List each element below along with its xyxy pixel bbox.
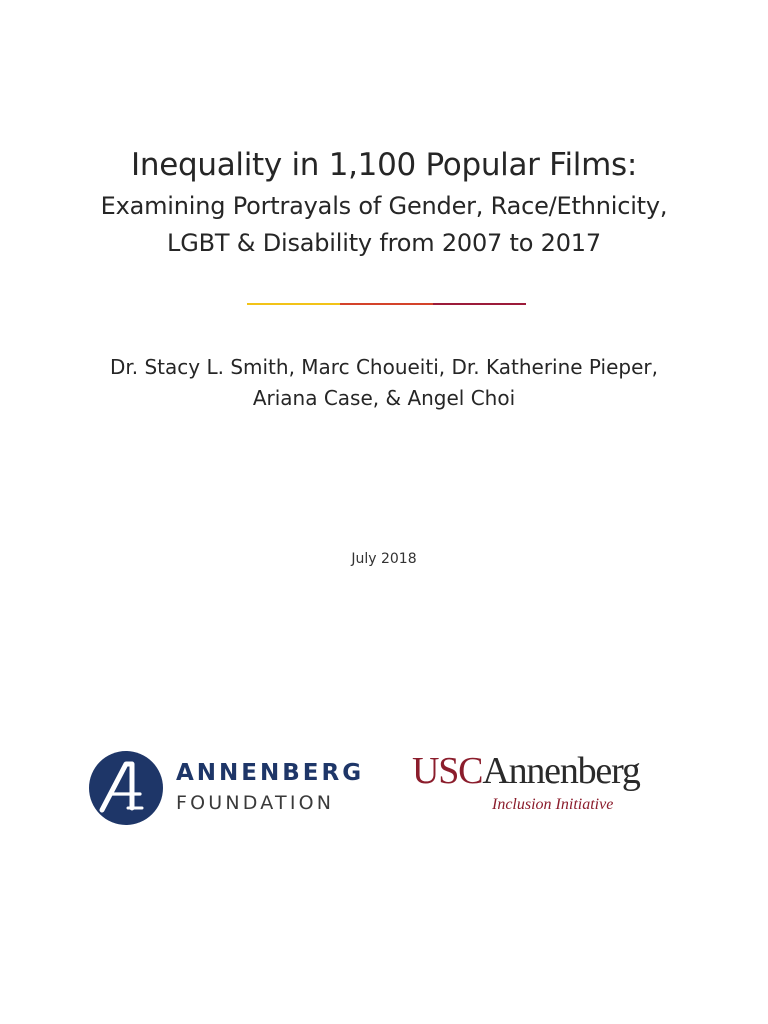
- subtitle-line-1: Examining Portrayals of Gender, Race/Ethnicity,: [100, 192, 668, 220]
- publication-date: July 2018: [351, 551, 417, 567]
- divider-segment-maroon: [433, 303, 526, 305]
- annenberg-a-circle-icon: [88, 750, 164, 826]
- tricolor-divider: [247, 303, 526, 305]
- authors-line-1: Dr. Stacy L. Smith, Marc Choueiti, Dr. Katherine Pieper,: [109, 355, 658, 379]
- foundation-word: FOUNDATION: [176, 792, 335, 814]
- divider-segment-red: [340, 303, 433, 305]
- annenberg-foundation-logo: [88, 750, 378, 828]
- usc-word: USC: [412, 750, 483, 792]
- report-title: Inequality in 1,100 Popular Films:: [131, 147, 637, 183]
- usc-annenberg-wordmark: [412, 748, 640, 794]
- usc-annenberg-logo: [412, 748, 672, 820]
- divider-segment-yellow: [247, 303, 340, 305]
- inclusion-initiative-label: Inclusion Initiative: [492, 796, 614, 813]
- annenberg-word: ANNENBERG: [176, 760, 365, 786]
- subtitle-line-2: LGBT & Disability from 2007 to 2017: [167, 229, 601, 257]
- annenberg-wordmark: Annenberg: [482, 750, 640, 792]
- authors-line-2: Ariana Case, & Angel Choi: [252, 386, 516, 410]
- report-subtitle: [0, 188, 768, 262]
- authors: [0, 352, 768, 414]
